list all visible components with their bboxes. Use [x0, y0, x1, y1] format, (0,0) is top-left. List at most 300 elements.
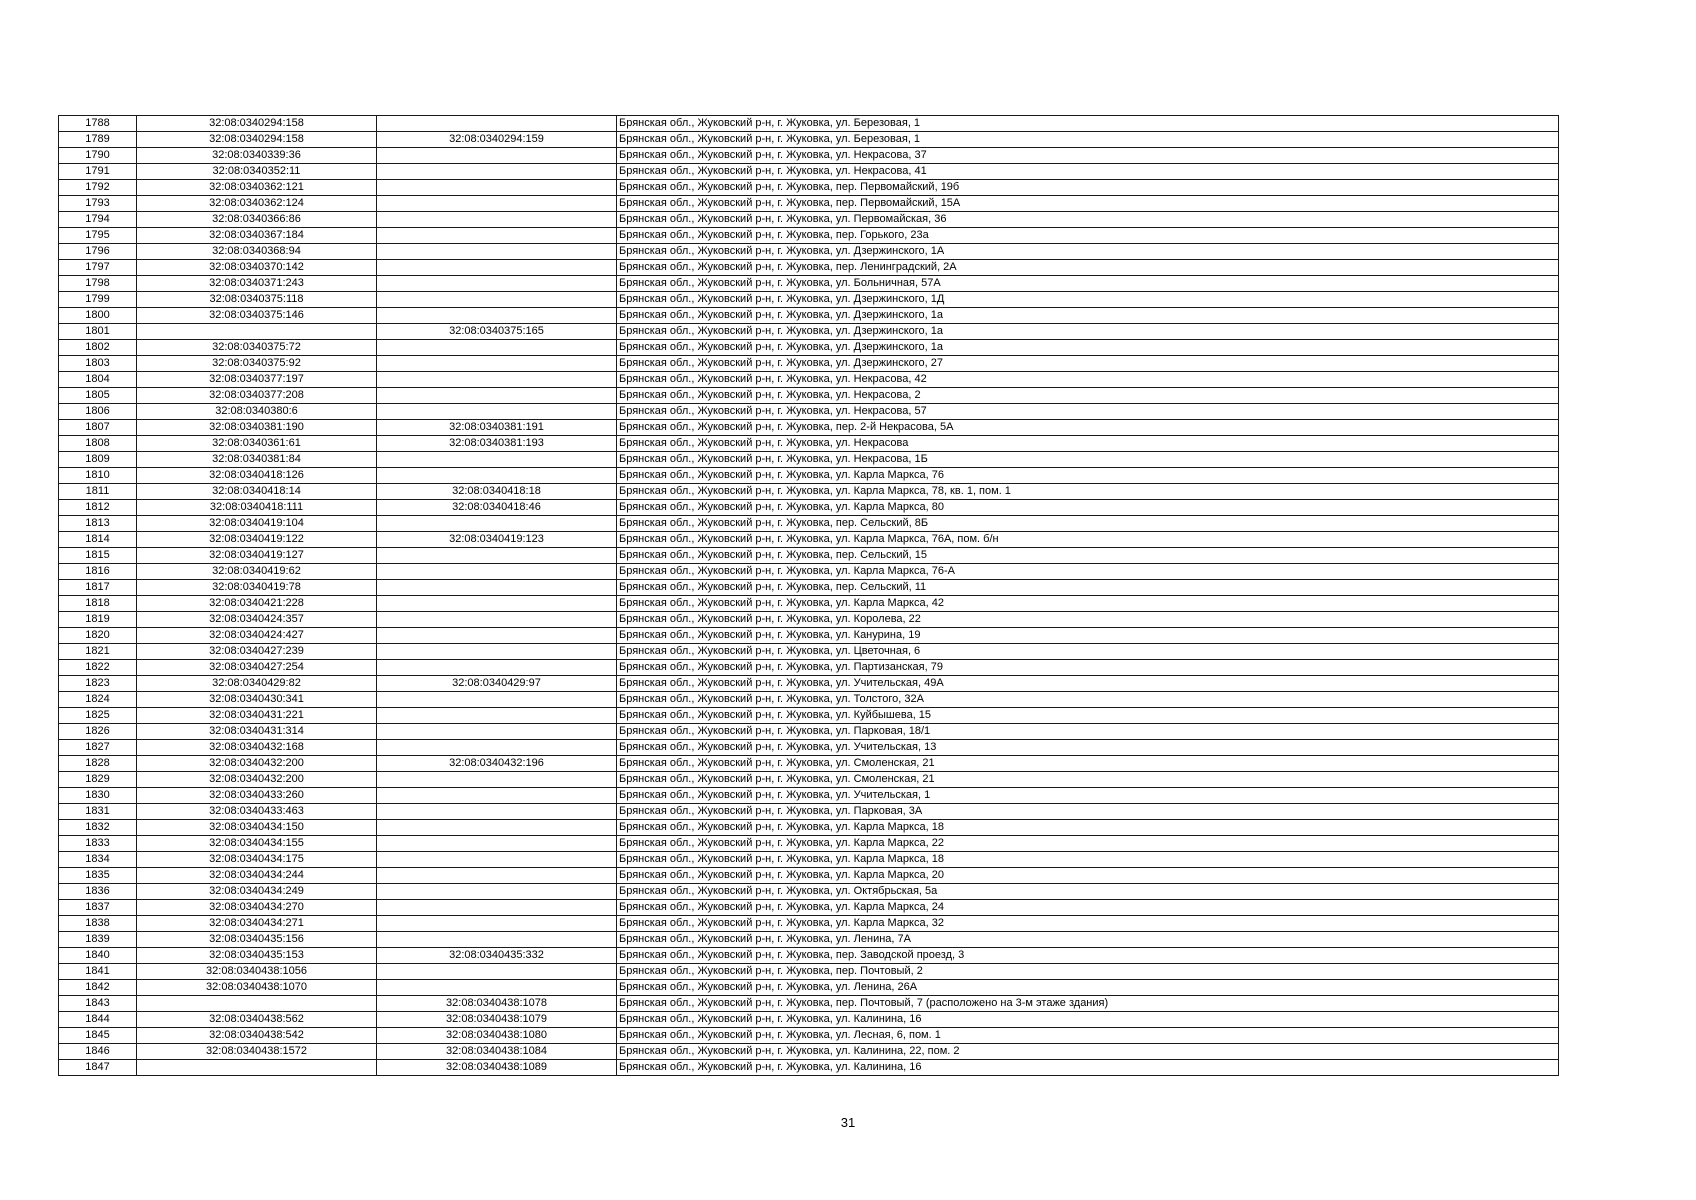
cadastral-number-cell: 32:08:0340419:127: [137, 548, 377, 564]
cadastral-number-cell: 32:08:0340418:111: [137, 500, 377, 516]
table-row: [59, 148, 1559, 164]
cadastral-number-cell: 32:08:0340421:228: [137, 596, 377, 612]
table-row: [59, 180, 1559, 196]
related-cadastral-number-cell: [377, 820, 617, 836]
related-cadastral-number-cell: [377, 292, 617, 308]
address-cell: Брянская обл., Жуковский р-н, г. Жуковка, ул. Дзержинского, 1а: [617, 324, 1559, 340]
address-cell: Брянская обл., Жуковский р-н, г. Жуковка, пер. Горького, 23а: [617, 228, 1559, 244]
cadastral-number-cell: 32:08:0340419:62: [137, 564, 377, 580]
cadastral-number-cell: 32:08:0340429:82: [137, 676, 377, 692]
related-cadastral-number-cell: 32:08:0340418:46: [377, 500, 617, 516]
cadastral-number-cell: 32:08:0340294:158: [137, 116, 377, 132]
related-cadastral-number-cell: [377, 804, 617, 820]
table-row: [59, 1012, 1559, 1028]
cadastral-number-cell: 32:08:0340430:341: [137, 692, 377, 708]
cadastral-number-cell: 32:08:0340433:463: [137, 804, 377, 820]
address-cell: Брянская обл., Жуковский р-н, г. Жуковка, ул. Карла Маркса, 20: [617, 868, 1559, 884]
cadastral-number-cell: 32:08:0340435:153: [137, 948, 377, 964]
table-row: [59, 340, 1559, 356]
table-row: [59, 820, 1559, 836]
related-cadastral-number-cell: 32:08:0340419:123: [377, 532, 617, 548]
row-number-cell: 1796: [59, 244, 137, 260]
address-cell: Брянская обл., Жуковский р-н, г. Жуковка, ул. Некрасова, 41: [617, 164, 1559, 180]
table-row: [59, 292, 1559, 308]
row-number-cell: 1806: [59, 404, 137, 420]
address-cell: Брянская обл., Жуковский р-н, г. Жуковка, ул. Дзержинского, 1а: [617, 340, 1559, 356]
address-cell: Брянская обл., Жуковский р-н, г. Жуковка, ул. Ленина, 26А: [617, 980, 1559, 996]
table-row: [59, 740, 1559, 756]
cadastral-number-cell: 32:08:0340432:168: [137, 740, 377, 756]
address-cell: Брянская обл., Жуковский р-н, г. Жуковка, ул. Некрасова, 1Б: [617, 452, 1559, 468]
page-number: 31: [840, 1115, 856, 1130]
address-cell: Брянская обл., Жуковский р-н, г. Жуковка, ул. Цветочная, 6: [617, 644, 1559, 660]
related-cadastral-number-cell: [377, 932, 617, 948]
related-cadastral-number-cell: 32:08:0340432:196: [377, 756, 617, 772]
row-number-cell: 1825: [59, 708, 137, 724]
address-cell: Брянская обл., Жуковский р-н, г. Жуковка, ул. Карла Маркса, 18: [617, 852, 1559, 868]
cadastral-number-cell: 32:08:0340433:260: [137, 788, 377, 804]
address-cell: Брянская обл., Жуковский р-н, г. Жуковка, пер. Почтовый, 7 (расположено на 3-м этаже здания): [617, 996, 1559, 1012]
cadastral-number-cell: 32:08:0340434:244: [137, 868, 377, 884]
table-row: [59, 1044, 1559, 1060]
table-row: [59, 404, 1559, 420]
address-cell: Брянская обл., Жуковский р-н, г. Жуковка, ул. Партизанская, 79: [617, 660, 1559, 676]
table-row: [59, 916, 1559, 932]
address-cell: Брянская обл., Жуковский р-н, г. Жуковка, пер. Заводской проезд, 3: [617, 948, 1559, 964]
address-cell: Брянская обл., Жуковский р-н, г. Жуковка, ул. Карла Маркса, 24: [617, 900, 1559, 916]
address-cell: Брянская обл., Жуковский р-н, г. Жуковка, ул. Учительская, 49А: [617, 676, 1559, 692]
cadastral-number-cell: 32:08:0340434:155: [137, 836, 377, 852]
address-cell: Брянская обл., Жуковский р-н, г. Жуковка, ул. Куйбышева, 15: [617, 708, 1559, 724]
row-number-cell: 1815: [59, 548, 137, 564]
row-number-cell: 1846: [59, 1044, 137, 1060]
row-number-cell: 1805: [59, 388, 137, 404]
table-row: [59, 932, 1559, 948]
table-row: [59, 948, 1559, 964]
related-cadastral-number-cell: [377, 788, 617, 804]
table-row: [59, 372, 1559, 388]
address-cell: Брянская обл., Жуковский р-н, г. Жуковка, ул. Ленина, 7А: [617, 932, 1559, 948]
related-cadastral-number-cell: [377, 548, 617, 564]
cadastral-number-cell: 32:08:0340435:156: [137, 932, 377, 948]
table-row: [59, 708, 1559, 724]
address-cell: Брянская обл., Жуковский р-н, г. Жуковка, пер. Ленинградский, 2А: [617, 260, 1559, 276]
address-cell: Брянская обл., Жуковский р-н, г. Жуковка, ул. Канурина, 19: [617, 628, 1559, 644]
row-number-cell: 1827: [59, 740, 137, 756]
address-cell: Брянская обл., Жуковский р-н, г. Жуковка, пер. Сельский, 11: [617, 580, 1559, 596]
address-cell: Брянская обл., Жуковский р-н, г. Жуковка, ул. Некрасова, 42: [617, 372, 1559, 388]
cadastral-number-cell: 32:08:0340361:61: [137, 436, 377, 452]
related-cadastral-number-cell: [377, 836, 617, 852]
row-number-cell: 1804: [59, 372, 137, 388]
cadastral-number-cell: [137, 1060, 377, 1076]
row-number-cell: 1812: [59, 500, 137, 516]
row-number-cell: 1807: [59, 420, 137, 436]
row-number-cell: 1842: [59, 980, 137, 996]
table-row: [59, 772, 1559, 788]
address-cell: Брянская обл., Жуковский р-н, г. Жуковка, ул. Березовая, 1: [617, 132, 1559, 148]
row-number-cell: 1837: [59, 900, 137, 916]
related-cadastral-number-cell: [377, 388, 617, 404]
related-cadastral-number-cell: [377, 260, 617, 276]
cadastral-number-cell: 32:08:0340339:36: [137, 148, 377, 164]
row-number-cell: 1824: [59, 692, 137, 708]
cadastral-number-cell: 32:08:0340427:254: [137, 660, 377, 676]
related-cadastral-number-cell: [377, 116, 617, 132]
cadastral-number-cell: 32:08:0340431:221: [137, 708, 377, 724]
table-row: [59, 996, 1559, 1012]
cadastral-number-cell: 32:08:0340419:78: [137, 580, 377, 596]
cadastral-number-cell: 32:08:0340438:1056: [137, 964, 377, 980]
cadastral-number-cell: 32:08:0340434:271: [137, 916, 377, 932]
row-number-cell: 1792: [59, 180, 137, 196]
related-cadastral-number-cell: [377, 708, 617, 724]
table-row: [59, 980, 1559, 996]
address-cell: Брянская обл., Жуковский р-н, г. Жуковка, ул. Некрасова: [617, 436, 1559, 452]
cadastral-number-cell: 32:08:0340375:146: [137, 308, 377, 324]
related-cadastral-number-cell: [377, 372, 617, 388]
related-cadastral-number-cell: [377, 180, 617, 196]
row-number-cell: 1829: [59, 772, 137, 788]
address-cell: Брянская обл., Жуковский р-н, г. Жуковка, ул. Парковая, 3А: [617, 804, 1559, 820]
related-cadastral-number-cell: 32:08:0340375:165: [377, 324, 617, 340]
cadastral-number-cell: 32:08:0340367:184: [137, 228, 377, 244]
related-cadastral-number-cell: [377, 148, 617, 164]
address-cell: Брянская обл., Жуковский р-н, г. Жуковка, ул. Карла Маркса, 78, кв. 1, пом. 1: [617, 484, 1559, 500]
row-number-cell: 1808: [59, 436, 137, 452]
address-cell: Брянская обл., Жуковский р-н, г. Жуковка, ул. Некрасова, 57: [617, 404, 1559, 420]
table-row: [59, 660, 1559, 676]
row-number-cell: 1843: [59, 996, 137, 1012]
row-number-cell: 1820: [59, 628, 137, 644]
table-row: [59, 420, 1559, 436]
address-cell: Брянская обл., Жуковский р-н, г. Жуковка, ул. Карла Маркса, 76: [617, 468, 1559, 484]
row-number-cell: 1817: [59, 580, 137, 596]
related-cadastral-number-cell: [377, 612, 617, 628]
address-cell: Брянская обл., Жуковский р-н, г. Жуковка, ул. Октябрьская, 5а: [617, 884, 1559, 900]
address-cell: Брянская обл., Жуковский р-н, г. Жуковка, ул. Калинина, 22, пом. 2: [617, 1044, 1559, 1060]
related-cadastral-number-cell: 32:08:0340438:1089: [377, 1060, 617, 1076]
address-cell: Брянская обл., Жуковский р-н, г. Жуковка, ул. Карла Маркса, 22: [617, 836, 1559, 852]
address-cell: Брянская обл., Жуковский р-н, г. Жуковка, ул. Дзержинского, 1А: [617, 244, 1559, 260]
table-row: [59, 692, 1559, 708]
address-cell: Брянская обл., Жуковский р-н, г. Жуковка, ул. Карла Маркса, 18: [617, 820, 1559, 836]
related-cadastral-number-cell: [377, 404, 617, 420]
cadastral-number-cell: 32:08:0340375:72: [137, 340, 377, 356]
cadastral-number-cell: [137, 996, 377, 1012]
table-row: [59, 308, 1559, 324]
address-cell: Брянская обл., Жуковский р-н, г. Жуковка, пер. 2-й Некрасова, 5А: [617, 420, 1559, 436]
related-cadastral-number-cell: [377, 164, 617, 180]
related-cadastral-number-cell: [377, 356, 617, 372]
related-cadastral-number-cell: [377, 772, 617, 788]
row-number-cell: 1797: [59, 260, 137, 276]
row-number-cell: 1789: [59, 132, 137, 148]
related-cadastral-number-cell: [377, 692, 617, 708]
row-number-cell: 1799: [59, 292, 137, 308]
cadastral-number-cell: 32:08:0340438:562: [137, 1012, 377, 1028]
cadastral-number-cell: 32:08:0340381:84: [137, 452, 377, 468]
related-cadastral-number-cell: [377, 196, 617, 212]
table-row: [59, 484, 1559, 500]
address-cell: Брянская обл., Жуковский р-н, г. Жуковка, ул. Первомайская, 36: [617, 212, 1559, 228]
address-cell: Брянская обл., Жуковский р-н, г. Жуковка, ул. Парковая, 18/1: [617, 724, 1559, 740]
cadastral-number-cell: 32:08:0340371:243: [137, 276, 377, 292]
cadastral-number-cell: 32:08:0340380:6: [137, 404, 377, 420]
row-number-cell: 1844: [59, 1012, 137, 1028]
address-cell: Брянская обл., Жуковский р-н, г. Жуковка, ул. Некрасова, 37: [617, 148, 1559, 164]
table-row: [59, 596, 1559, 612]
address-cell: Брянская обл., Жуковский р-н, г. Жуковка, ул. Березовая, 1: [617, 116, 1559, 132]
row-number-cell: 1836: [59, 884, 137, 900]
row-number-cell: 1791: [59, 164, 137, 180]
address-cell: Брянская обл., Жуковский р-н, г. Жуковка, ул. Учительская, 13: [617, 740, 1559, 756]
cadastral-number-cell: 32:08:0340366:86: [137, 212, 377, 228]
table-row: [59, 356, 1559, 372]
cadastral-number-cell: 32:08:0340438:1070: [137, 980, 377, 996]
row-number-cell: 1811: [59, 484, 137, 500]
cadastral-number-cell: 32:08:0340294:158: [137, 132, 377, 148]
row-number-cell: 1810: [59, 468, 137, 484]
cadastral-number-cell: 32:08:0340434:150: [137, 820, 377, 836]
address-cell: Брянская обл., Жуковский р-н, г. Жуковка, пер. Первомайский, 19б: [617, 180, 1559, 196]
row-number-cell: 1818: [59, 596, 137, 612]
address-cell: Брянская обл., Жуковский р-н, г. Жуковка, ул. Карла Маркса, 80: [617, 500, 1559, 516]
row-number-cell: 1793: [59, 196, 137, 212]
row-number-cell: 1834: [59, 852, 137, 868]
table-row: [59, 228, 1559, 244]
address-cell: Брянская обл., Жуковский р-н, г. Жуковка, пер. Сельский, 15: [617, 548, 1559, 564]
table-row: [59, 884, 1559, 900]
related-cadastral-number-cell: [377, 580, 617, 596]
related-cadastral-number-cell: 32:08:0340438:1079: [377, 1012, 617, 1028]
address-cell: Брянская обл., Жуковский р-н, г. Жуковка, пер. Первомайский, 15А: [617, 196, 1559, 212]
row-number-cell: 1839: [59, 932, 137, 948]
address-cell: Брянская обл., Жуковский р-н, г. Жуковка, ул. Смоленская, 21: [617, 756, 1559, 772]
table-row: [59, 276, 1559, 292]
table-row: [59, 564, 1559, 580]
related-cadastral-number-cell: [377, 900, 617, 916]
cadastral-number-cell: 32:08:0340432:200: [137, 772, 377, 788]
table-row: [59, 868, 1559, 884]
related-cadastral-number-cell: [377, 468, 617, 484]
table-row: [59, 628, 1559, 644]
cadastral-number-cell: 32:08:0340381:190: [137, 420, 377, 436]
row-number-cell: 1826: [59, 724, 137, 740]
cadastral-number-cell: 32:08:0340368:94: [137, 244, 377, 260]
row-number-cell: 1802: [59, 340, 137, 356]
cadastral-number-cell: 32:08:0340424:427: [137, 628, 377, 644]
row-number-cell: 1831: [59, 804, 137, 820]
row-number-cell: 1821: [59, 644, 137, 660]
row-number-cell: 1814: [59, 532, 137, 548]
row-number-cell: 1800: [59, 308, 137, 324]
cadastral-number-cell: 32:08:0340418:14: [137, 484, 377, 500]
address-cell: Брянская обл., Жуковский р-н, г. Жуковка, ул. Лесная, 6, пом. 1: [617, 1028, 1559, 1044]
cadastral-number-cell: 32:08:0340419:122: [137, 532, 377, 548]
address-cell: Брянская обл., Жуковский р-н, г. Жуковка, ул. Дзержинского, 27: [617, 356, 1559, 372]
cadastral-number-cell: 32:08:0340362:121: [137, 180, 377, 196]
table-row: [59, 388, 1559, 404]
table-row: [59, 212, 1559, 228]
row-number-cell: 1835: [59, 868, 137, 884]
related-cadastral-number-cell: [377, 884, 617, 900]
table-row: [59, 500, 1559, 516]
table-row: [59, 132, 1559, 148]
table-row: [59, 676, 1559, 692]
row-number-cell: 1822: [59, 660, 137, 676]
cadastral-number-cell: 32:08:0340362:124: [137, 196, 377, 212]
related-cadastral-number-cell: 32:08:0340429:97: [377, 676, 617, 692]
table-row: [59, 804, 1559, 820]
table-row: [59, 548, 1559, 564]
related-cadastral-number-cell: [377, 964, 617, 980]
row-number-cell: 1813: [59, 516, 137, 532]
related-cadastral-number-cell: [377, 724, 617, 740]
related-cadastral-number-cell: [377, 852, 617, 868]
related-cadastral-number-cell: [377, 596, 617, 612]
related-cadastral-number-cell: 32:08:0340418:18: [377, 484, 617, 500]
related-cadastral-number-cell: [377, 228, 617, 244]
address-cell: Брянская обл., Жуковский р-н, г. Жуковка, ул. Дзержинского, 1а: [617, 308, 1559, 324]
related-cadastral-number-cell: [377, 628, 617, 644]
cadastral-number-cell: [137, 324, 377, 340]
table-row: [59, 260, 1559, 276]
related-cadastral-number-cell: [377, 516, 617, 532]
related-cadastral-number-cell: [377, 644, 617, 660]
cadastral-number-cell: 32:08:0340434:175: [137, 852, 377, 868]
related-cadastral-number-cell: 32:08:0340294:159: [377, 132, 617, 148]
table-row: [59, 244, 1559, 260]
address-cell: Брянская обл., Жуковский р-н, г. Жуковка, ул. Калинина, 16: [617, 1012, 1559, 1028]
related-cadastral-number-cell: 32:08:0340438:1084: [377, 1044, 617, 1060]
related-cadastral-number-cell: [377, 276, 617, 292]
cadastral-number-cell: 32:08:0340438:542: [137, 1028, 377, 1044]
related-cadastral-number-cell: [377, 660, 617, 676]
table-body: [59, 116, 1559, 1076]
cadastral-number-cell: 32:08:0340431:314: [137, 724, 377, 740]
address-cell: Брянская обл., Жуковский р-н, г. Жуковка, ул. Королева, 22: [617, 612, 1559, 628]
table-row: [59, 836, 1559, 852]
address-cell: Брянская обл., Жуковский р-н, г. Жуковка, ул. Толстого, 32А: [617, 692, 1559, 708]
table-row: [59, 964, 1559, 980]
related-cadastral-number-cell: [377, 980, 617, 996]
table-row: [59, 788, 1559, 804]
table-row: [59, 580, 1559, 596]
table-row: [59, 644, 1559, 660]
address-cell: Брянская обл., Жуковский р-н, г. Жуковка, пер. Почтовый, 2: [617, 964, 1559, 980]
row-number-cell: 1833: [59, 836, 137, 852]
related-cadastral-number-cell: 32:08:0340435:332: [377, 948, 617, 964]
cadastral-number-cell: 32:08:0340432:200: [137, 756, 377, 772]
row-number-cell: 1845: [59, 1028, 137, 1044]
table-row: [59, 852, 1559, 868]
related-cadastral-number-cell: 32:08:0340438:1078: [377, 996, 617, 1012]
cadastral-number-cell: 32:08:0340370:142: [137, 260, 377, 276]
address-cell: Брянская обл., Жуковский р-н, г. Жуковка, ул. Больничная, 57А: [617, 276, 1559, 292]
cadastral-number-cell: 32:08:0340375:118: [137, 292, 377, 308]
related-cadastral-number-cell: [377, 740, 617, 756]
cadastral-number-cell: 32:08:0340427:239: [137, 644, 377, 660]
address-cell: Брянская обл., Жуковский р-н, г. Жуковка, ул. Учительская, 1: [617, 788, 1559, 804]
address-cell: Брянская обл., Жуковский р-н, г. Жуковка, ул. Дзержинского, 1Д: [617, 292, 1559, 308]
table-row: [59, 468, 1559, 484]
cadastral-number-cell: 32:08:0340438:1572: [137, 1044, 377, 1060]
table-row: [59, 724, 1559, 740]
row-number-cell: 1794: [59, 212, 137, 228]
table-row: [59, 612, 1559, 628]
row-number-cell: 1847: [59, 1060, 137, 1076]
row-number-cell: 1823: [59, 676, 137, 692]
row-number-cell: 1841: [59, 964, 137, 980]
row-number-cell: 1819: [59, 612, 137, 628]
table-row: [59, 1060, 1559, 1076]
table-row: [59, 436, 1559, 452]
related-cadastral-number-cell: [377, 916, 617, 932]
cadastral-number-cell: 32:08:0340434:249: [137, 884, 377, 900]
table-row: [59, 1028, 1559, 1044]
related-cadastral-number-cell: [377, 244, 617, 260]
address-cell: Брянская обл., Жуковский р-н, г. Жуковка, пер. Сельский, 8Б: [617, 516, 1559, 532]
row-number-cell: 1790: [59, 148, 137, 164]
address-cell: Брянская обл., Жуковский р-н, г. Жуковка, ул. Карла Маркса, 42: [617, 596, 1559, 612]
row-number-cell: 1809: [59, 452, 137, 468]
table-row: [59, 324, 1559, 340]
address-cell: Брянская обл., Жуковский р-н, г. Жуковка, ул. Смоленская, 21: [617, 772, 1559, 788]
row-number-cell: 1788: [59, 116, 137, 132]
cadastral-number-cell: 32:08:0340419:104: [137, 516, 377, 532]
cadastral-number-cell: 32:08:0340418:126: [137, 468, 377, 484]
row-number-cell: 1840: [59, 948, 137, 964]
cadastral-number-cell: 32:08:0340352:11: [137, 164, 377, 180]
table-row: [59, 532, 1559, 548]
related-cadastral-number-cell: [377, 212, 617, 228]
related-cadastral-number-cell: [377, 564, 617, 580]
row-number-cell: 1795: [59, 228, 137, 244]
address-cell: Брянская обл., Жуковский р-н, г. Жуковка, ул. Карла Маркса, 32: [617, 916, 1559, 932]
cadastral-number-cell: 32:08:0340375:92: [137, 356, 377, 372]
address-cell: Брянская обл., Жуковский р-н, г. Жуковка, ул. Некрасова, 2: [617, 388, 1559, 404]
row-number-cell: 1838: [59, 916, 137, 932]
related-cadastral-number-cell: 32:08:0340438:1080: [377, 1028, 617, 1044]
row-number-cell: 1832: [59, 820, 137, 836]
table-row: [59, 164, 1559, 180]
related-cadastral-number-cell: [377, 308, 617, 324]
related-cadastral-number-cell: [377, 452, 617, 468]
related-cadastral-number-cell: 32:08:0340381:191: [377, 420, 617, 436]
table-row: [59, 756, 1559, 772]
table-row: [59, 900, 1559, 916]
address-cell: Брянская обл., Жуковский р-н, г. Жуковка, ул. Калинина, 16: [617, 1060, 1559, 1076]
table-row: [59, 196, 1559, 212]
cadastral-number-cell: 32:08:0340424:357: [137, 612, 377, 628]
cadastral-number-cell: 32:08:0340377:197: [137, 372, 377, 388]
related-cadastral-number-cell: 32:08:0340381:193: [377, 436, 617, 452]
property-table: [58, 115, 1559, 1076]
row-number-cell: 1816: [59, 564, 137, 580]
table-row: [59, 452, 1559, 468]
address-cell: Брянская обл., Жуковский р-н, г. Жуковка, ул. Карла Маркса, 76-А: [617, 564, 1559, 580]
related-cadastral-number-cell: [377, 340, 617, 356]
row-number-cell: 1803: [59, 356, 137, 372]
related-cadastral-number-cell: [377, 868, 617, 884]
table-row: [59, 516, 1559, 532]
row-number-cell: 1830: [59, 788, 137, 804]
address-cell: Брянская обл., Жуковский р-н, г. Жуковка, ул. Карла Маркса, 76А, пом. б/н: [617, 532, 1559, 548]
row-number-cell: 1798: [59, 276, 137, 292]
row-number-cell: 1801: [59, 324, 137, 340]
cadastral-number-cell: 32:08:0340377:208: [137, 388, 377, 404]
